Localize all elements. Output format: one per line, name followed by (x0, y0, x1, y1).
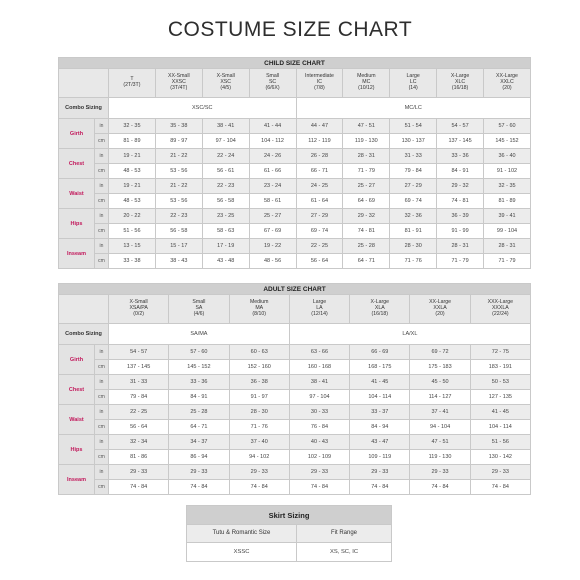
table-row (59, 164, 531, 179)
measure-value: 71 - 76 (229, 420, 289, 435)
unit-label: cm (95, 134, 109, 149)
table-row (59, 149, 531, 164)
measure-value: 27 - 29 (390, 179, 437, 194)
measure-value: 104 - 112 (249, 134, 296, 149)
measure-value: 69 - 74 (390, 194, 437, 209)
measure-value: 51 - 56 (109, 224, 156, 239)
unit-label: cm (95, 224, 109, 239)
measure-value: 28 - 30 (390, 239, 437, 254)
measure-value: 183 - 191 (470, 360, 530, 375)
measure-value: 25 - 27 (343, 179, 390, 194)
measure-value: 32 - 34 (109, 435, 169, 450)
unit-label: in (95, 149, 109, 164)
table-row (59, 119, 531, 134)
measure-value: 66 - 71 (296, 164, 343, 179)
table-row (59, 420, 531, 435)
size-header-line: Large (406, 73, 420, 80)
measure-value: 119 - 130 (410, 450, 470, 465)
measure-value: 41 - 45 (350, 375, 410, 390)
size-header-line: (8/10) (252, 310, 266, 317)
measure-value: 175 - 183 (410, 360, 470, 375)
table-row (59, 239, 531, 254)
measure-value: 127 - 135 (470, 390, 530, 405)
measure-value: 61 - 66 (249, 164, 296, 179)
measure-value: 22 - 25 (296, 239, 343, 254)
measure-value: 72 - 75 (470, 345, 530, 360)
measure-value: 137 - 145 (109, 360, 169, 375)
child-size-table (58, 57, 531, 269)
size-header-line: LC (409, 79, 417, 86)
measure-label-inseam: Inseam (59, 239, 95, 269)
measure-value: 22 - 23 (155, 209, 202, 224)
measure-value: 94 - 104 (410, 420, 470, 435)
measure-value: 22 - 23 (202, 179, 249, 194)
size-header-line: (20) (502, 84, 512, 91)
size-header-line: Medium (357, 73, 376, 80)
size-header-line: Small (266, 73, 280, 80)
measure-value: 32 - 35 (109, 119, 156, 134)
measure-value: 21 - 22 (155, 149, 202, 164)
measure-value: 91 - 99 (437, 224, 484, 239)
header-blank (59, 295, 109, 324)
measure-value: 50 - 53 (470, 375, 530, 390)
combo-sizing-label: Combo Sizing (59, 98, 109, 119)
measure-value: 41 - 44 (249, 119, 296, 134)
measure-value: 66 - 69 (350, 345, 410, 360)
measure-value: 39 - 41 (484, 209, 531, 224)
measure-value: 27 - 29 (296, 209, 343, 224)
measure-value: 38 - 41 (202, 119, 249, 134)
size-header-line: (20) (435, 310, 445, 317)
skirt-sizing-title: Skirt Sizing (187, 506, 392, 525)
measure-value: 51 - 54 (390, 119, 437, 134)
measure-value: 38 - 41 (289, 375, 349, 390)
measure-value: 28 - 30 (229, 405, 289, 420)
measure-value: 43 - 48 (202, 254, 249, 269)
measure-value: 28 - 31 (437, 239, 484, 254)
measure-value: 71 - 79 (437, 254, 484, 269)
measure-value: 29 - 33 (229, 465, 289, 480)
table-row (59, 179, 531, 194)
measure-value: 81 - 91 (390, 224, 437, 239)
size-header-line: X-Large (370, 299, 389, 306)
size-header (390, 69, 437, 98)
measure-value: 41 - 45 (470, 405, 530, 420)
size-header (169, 295, 229, 324)
combo-size-cell: MC/LC (296, 98, 531, 119)
measure-value: 152 - 160 (229, 360, 289, 375)
measure-value: 89 - 97 (155, 134, 202, 149)
size-header-line: XXXLA (491, 305, 509, 312)
measure-label-chest: Chest (59, 149, 95, 179)
measure-value: 71 - 76 (390, 254, 437, 269)
measure-value: 38 - 43 (155, 254, 202, 269)
measure-value: 91 - 102 (484, 164, 531, 179)
measure-value: 37 - 40 (229, 435, 289, 450)
size-header-line: LA (316, 305, 323, 312)
measure-value: 32 - 35 (484, 179, 531, 194)
measure-value: 56 - 58 (155, 224, 202, 239)
measure-value: 15 - 17 (155, 239, 202, 254)
measure-value: 34 - 37 (169, 435, 229, 450)
measure-value: 145 - 152 (484, 134, 531, 149)
size-header-line: (12/14) (311, 310, 328, 317)
size-header-line: X-Large (450, 73, 470, 80)
measure-value: 119 - 130 (343, 134, 390, 149)
measure-value: 54 - 57 (109, 345, 169, 360)
table-row (59, 465, 531, 480)
measure-value: 37 - 41 (410, 405, 470, 420)
size-header (202, 69, 249, 98)
size-header (109, 295, 169, 324)
measure-value: 81 - 89 (484, 194, 531, 209)
unit-label: cm (95, 390, 109, 405)
measure-value: 31 - 33 (109, 375, 169, 390)
size-header-line: Large (312, 299, 327, 306)
measure-value: 74 - 81 (437, 194, 484, 209)
measure-value: 74 - 81 (343, 224, 390, 239)
measure-value: 25 - 28 (343, 239, 390, 254)
table-row (59, 435, 531, 450)
size-header-line: XLC (455, 79, 466, 86)
measure-value: 54 - 57 (437, 119, 484, 134)
size-header-line: (4/5) (220, 84, 232, 91)
measure-value: 56 - 58 (202, 194, 249, 209)
measure-value: 29 - 33 (470, 465, 530, 480)
child-chart-title: CHILD SIZE CHART (59, 58, 531, 69)
size-header-line: XSC (220, 79, 232, 86)
unit-label: cm (95, 360, 109, 375)
measure-value: 25 - 28 (169, 405, 229, 420)
combo-size-cell: XSC/SC (109, 98, 297, 119)
measure-value: 74 - 84 (169, 480, 229, 495)
measure-value: 97 - 104 (202, 134, 249, 149)
measure-value: 81 - 86 (109, 450, 169, 465)
measure-label-hips: Hips (59, 435, 95, 465)
size-header (155, 69, 202, 98)
measure-value: 104 - 114 (350, 390, 410, 405)
measure-value: 23 - 24 (249, 179, 296, 194)
measure-value: 29 - 33 (169, 465, 229, 480)
size-header-line: XSA/PA (129, 305, 148, 312)
table-row (59, 345, 531, 360)
size-header (437, 69, 484, 98)
measure-value: 130 - 137 (390, 134, 437, 149)
measure-value: 168 - 175 (350, 360, 410, 375)
size-header-line: (3T/4T) (170, 84, 188, 91)
measure-value: 20 - 22 (109, 209, 156, 224)
measure-label-girth: Girth (59, 345, 95, 375)
measure-value: 84 - 91 (437, 164, 484, 179)
size-header-line: XX-Large (496, 73, 518, 80)
measure-value: 81 - 89 (109, 134, 156, 149)
measure-value: 79 - 84 (109, 390, 169, 405)
measure-value: 26 - 28 (296, 149, 343, 164)
table-row (59, 224, 531, 239)
unit-label: in (95, 405, 109, 420)
size-header-line: XLA (374, 305, 385, 312)
size-header-line: (10/12) (358, 84, 375, 91)
unit-label: cm (95, 194, 109, 209)
measure-value: 19 - 21 (109, 149, 156, 164)
adult-chart-title: ADULT SIZE CHART (59, 284, 531, 295)
measure-value: 104 - 114 (470, 420, 530, 435)
measure-value: 56 - 64 (296, 254, 343, 269)
measure-value: 29 - 33 (109, 465, 169, 480)
size-header-line: XX-Small (168, 73, 190, 80)
size-header-line: XXSC (171, 79, 186, 86)
measure-value: 102 - 109 (289, 450, 349, 465)
measure-value: 67 - 69 (249, 224, 296, 239)
measure-value: 57 - 60 (169, 345, 229, 360)
measure-value: 64 - 71 (169, 420, 229, 435)
table-row (59, 134, 531, 149)
measure-value: 74 - 84 (289, 480, 349, 495)
measure-value: 58 - 61 (249, 194, 296, 209)
unit-label: in (95, 239, 109, 254)
measure-value: 71 - 79 (343, 164, 390, 179)
size-header (350, 295, 410, 324)
measure-value: 36 - 38 (229, 375, 289, 390)
measure-value: 33 - 38 (109, 254, 156, 269)
measure-value: 61 - 64 (296, 194, 343, 209)
table-row (59, 209, 531, 224)
size-header-line: SA (195, 305, 203, 312)
combo-size-cell: SA/MA (109, 324, 290, 345)
size-header-line: MA (255, 305, 264, 312)
size-header (484, 69, 531, 98)
measure-value: 86 - 94 (169, 450, 229, 465)
measure-value: 57 - 60 (484, 119, 531, 134)
unit-label: cm (95, 254, 109, 269)
measure-value: 33 - 36 (437, 149, 484, 164)
size-header-line: XX-Large (429, 299, 451, 306)
size-header-line: (7/8) (314, 84, 325, 91)
measure-value: 112 - 119 (296, 134, 343, 149)
measure-value: 84 - 91 (169, 390, 229, 405)
measure-value: 24 - 26 (249, 149, 296, 164)
unit-label: in (95, 209, 109, 224)
measure-value: 28 - 31 (343, 149, 390, 164)
measure-value: 76 - 84 (289, 420, 349, 435)
measure-value: 53 - 56 (155, 164, 202, 179)
combo-size-cell: LA/XL (289, 324, 530, 345)
measure-value: 23 - 25 (202, 209, 249, 224)
measure-value: 22 - 24 (202, 149, 249, 164)
measure-value: 47 - 51 (343, 119, 390, 134)
unit-label: in (95, 435, 109, 450)
size-header-line: Intermediate (305, 73, 334, 80)
measure-value: 109 - 119 (350, 450, 410, 465)
measure-value: 40 - 43 (289, 435, 349, 450)
measure-value: 97 - 104 (289, 390, 349, 405)
table-row (59, 480, 531, 495)
unit-label: in (95, 179, 109, 194)
measure-value: 13 - 15 (109, 239, 156, 254)
size-header (343, 69, 390, 98)
measure-value: 160 - 168 (289, 360, 349, 375)
measure-label-girth: Girth (59, 119, 95, 149)
measure-value: 53 - 56 (155, 194, 202, 209)
unit-label: cm (95, 420, 109, 435)
size-header-line: (0/2) (133, 310, 144, 317)
measure-value: 69 - 74 (296, 224, 343, 239)
measure-value: 25 - 27 (249, 209, 296, 224)
size-header-line: MC (362, 79, 371, 86)
unit-label: in (95, 345, 109, 360)
skirt-size-cell: XSSC (187, 543, 297, 562)
measure-value: 99 - 104 (484, 224, 531, 239)
measure-value: 47 - 51 (410, 435, 470, 450)
measure-value: 35 - 38 (155, 119, 202, 134)
measure-value: 94 - 102 (229, 450, 289, 465)
unit-label: cm (95, 480, 109, 495)
measure-value: 74 - 84 (109, 480, 169, 495)
measure-value: 64 - 71 (343, 254, 390, 269)
skirt-sizing-table (186, 505, 392, 562)
measure-value: 17 - 19 (202, 239, 249, 254)
size-header-line: X-Small (129, 299, 148, 306)
skirt-header-size: Tutu & Romantic Size (187, 525, 297, 543)
measure-value: 56 - 64 (109, 420, 169, 435)
size-header-line: (2T/3T) (123, 82, 141, 88)
size-header-line: XXLA (433, 305, 447, 312)
measure-value: 74 - 84 (350, 480, 410, 495)
size-header-line: Small (192, 299, 206, 306)
measure-value: 43 - 47 (350, 435, 410, 450)
size-header-line: X-Small (216, 73, 235, 80)
measure-value: 71 - 79 (484, 254, 531, 269)
measure-value: 32 - 36 (390, 209, 437, 224)
measure-value: 45 - 50 (410, 375, 470, 390)
size-header (470, 295, 530, 324)
measure-value: 137 - 145 (437, 134, 484, 149)
measure-value: 74 - 84 (229, 480, 289, 495)
measure-value: 36 - 39 (437, 209, 484, 224)
page-title: COSTUME SIZE CHART (167, 18, 413, 41)
table-row (59, 390, 531, 405)
header-blank (59, 69, 109, 98)
size-header-line: XXX-Large (487, 299, 514, 306)
size-header (410, 295, 470, 324)
size-header-line: Medium (249, 299, 269, 306)
table-row (59, 450, 531, 465)
measure-value: 74 - 84 (410, 480, 470, 495)
measure-value: 29 - 33 (350, 465, 410, 480)
unit-label: cm (95, 450, 109, 465)
measure-value: 29 - 32 (437, 179, 484, 194)
size-header (109, 69, 156, 98)
measure-value: 64 - 69 (343, 194, 390, 209)
unit-label: cm (95, 164, 109, 179)
size-header-line: (14) (408, 84, 418, 91)
size-header-line: (4/6) (193, 310, 205, 317)
size-header (296, 69, 343, 98)
unit-label: in (95, 465, 109, 480)
measure-value: 44 - 47 (296, 119, 343, 134)
measure-value: 130 - 142 (470, 450, 530, 465)
table-row (59, 360, 531, 375)
measure-value: 114 - 127 (410, 390, 470, 405)
measure-label-hips: Hips (59, 209, 95, 239)
measure-value: 29 - 33 (289, 465, 349, 480)
measure-value: 19 - 22 (249, 239, 296, 254)
size-header (249, 69, 296, 98)
measure-label-waist: Waist (59, 179, 95, 209)
measure-value: 91 - 97 (229, 390, 289, 405)
measure-value: 145 - 152 (169, 360, 229, 375)
measure-value: 69 - 72 (410, 345, 470, 360)
measure-value: 24 - 25 (296, 179, 343, 194)
measure-value: 30 - 33 (289, 405, 349, 420)
measure-value: 58 - 63 (202, 224, 249, 239)
size-header-line: IC (316, 79, 323, 86)
skirt-header-fit: Fit Range (297, 525, 392, 543)
unit-label: in (95, 375, 109, 390)
table-row (59, 194, 531, 209)
measure-value: 74 - 84 (470, 480, 530, 495)
measure-value: 21 - 22 (155, 179, 202, 194)
skirt-fit-cell: XS, SC, IC (297, 543, 392, 562)
table-row (59, 375, 531, 390)
table-row (59, 254, 531, 269)
table-row (59, 405, 531, 420)
measure-value: 33 - 36 (169, 375, 229, 390)
measure-value: 36 - 40 (484, 149, 531, 164)
measure-label-chest: Chest (59, 375, 95, 405)
size-header-line: (6/6X) (265, 84, 280, 91)
size-header-line: XXLC (500, 79, 514, 86)
measure-value: 48 - 56 (249, 254, 296, 269)
measure-value: 60 - 63 (229, 345, 289, 360)
measure-value: 79 - 84 (390, 164, 437, 179)
measure-value: 31 - 33 (390, 149, 437, 164)
measure-value: 84 - 94 (350, 420, 410, 435)
measure-label-waist: Waist (59, 405, 95, 435)
measure-value: 22 - 25 (109, 405, 169, 420)
measure-value: 29 - 33 (410, 465, 470, 480)
size-header-line: SC (268, 79, 277, 86)
unit-label: in (95, 119, 109, 134)
size-header-line: (16/18) (371, 310, 388, 317)
measure-value: 33 - 37 (350, 405, 410, 420)
size-header (229, 295, 289, 324)
measure-value: 48 - 53 (109, 194, 156, 209)
measure-value: 51 - 56 (470, 435, 530, 450)
combo-sizing-label: Combo Sizing (59, 324, 109, 345)
measure-value: 28 - 31 (484, 239, 531, 254)
measure-value: 29 - 32 (343, 209, 390, 224)
size-header-line: T (130, 76, 134, 83)
size-header (289, 295, 349, 324)
measure-label-inseam: Inseam (59, 465, 95, 495)
measure-value: 56 - 61 (202, 164, 249, 179)
measure-value: 63 - 66 (289, 345, 349, 360)
measure-value: 19 - 21 (109, 179, 156, 194)
adult-size-table (58, 283, 531, 495)
measure-value: 48 - 53 (109, 164, 156, 179)
size-header-line: (16/18) (451, 84, 469, 91)
size-header-line: (22/24) (492, 310, 509, 317)
